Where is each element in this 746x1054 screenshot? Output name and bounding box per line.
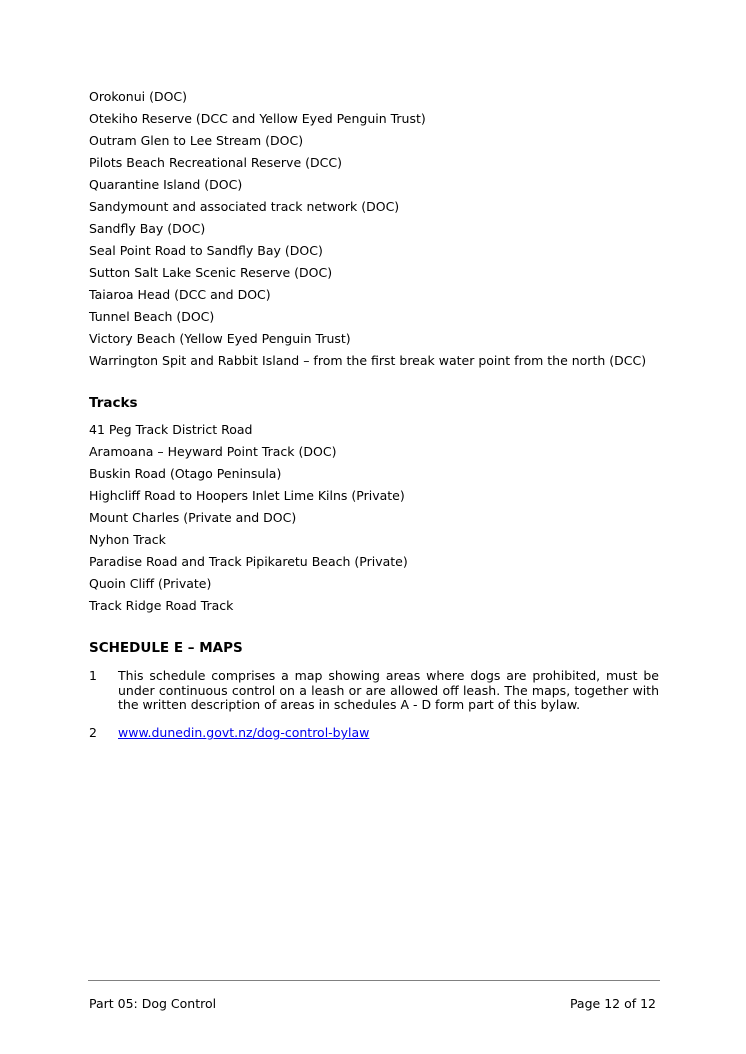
- list-item: Outram Glen to Lee Stream (DOC): [89, 133, 304, 148]
- dog-control-bylaw-link[interactable]: www.dunedin.govt.nz/dog-control-bylaw: [118, 725, 370, 740]
- list-item: Buskin Road (Otago Peninsula): [89, 466, 282, 481]
- list-item: Aramoana – Heyward Point Track (DOC): [89, 444, 337, 459]
- footer-section-title: Part 05: Dog Control: [89, 996, 217, 1011]
- list-item: Nyhon Track: [89, 532, 166, 547]
- list-item: Highcliff Road to Hoopers Inlet Lime Kilns (Private): [89, 488, 405, 503]
- tracks-list: [89, 419, 408, 617]
- clause-text: This schedule comprises a map showing areas where dogs are prohibited, must be under continuous control on a leash or are allowed off leash. The maps, together with the written description of areas in schedules A - D form part of this bylaw.: [118, 668, 659, 712]
- clause-number: 2: [89, 725, 97, 740]
- list-item: Seal Point Road to Sandfly Bay (DOC): [89, 243, 323, 258]
- list-item: Quarantine Island (DOC): [89, 177, 243, 192]
- footer-divider: [88, 980, 660, 981]
- tracks-heading: Tracks: [89, 395, 138, 411]
- schedule-clause: [89, 669, 659, 714]
- list-item: Orokonui (DOC): [89, 89, 188, 104]
- list-item: Paradise Road and Track Pipikaretu Beach (Private): [89, 554, 408, 569]
- area-list: [89, 86, 646, 372]
- list-item: Sandymount and associated track network (DOC): [89, 199, 400, 214]
- clause-number: 1: [89, 668, 97, 683]
- footer-page-number: Page 12 of 12: [569, 996, 656, 1011]
- schedule-e-heading: SCHEDULE E – MAPS: [89, 640, 243, 656]
- list-item: Sandfly Bay (DOC): [89, 221, 206, 236]
- list-item: Sutton Salt Lake Scenic Reserve (DOC): [89, 265, 333, 280]
- list-item: Otekiho Reserve (DCC and Yellow Eyed Penguin Trust): [89, 111, 426, 126]
- list-item: Quoin Cliff (Private): [89, 576, 212, 591]
- list-item: Pilots Beach Recreational Reserve (DCC): [89, 155, 342, 170]
- list-item: Mount Charles (Private and DOC): [89, 510, 297, 525]
- list-item: Taiaroa Head (DCC and DOC): [89, 287, 271, 302]
- list-item: Tunnel Beach (DOC): [89, 309, 215, 324]
- list-item: Warrington Spit and Rabbit Island – from the first break water point from the north (DCC): [89, 353, 647, 368]
- list-item: 41 Peg Track District Road: [89, 422, 253, 437]
- list-item: Victory Beach (Yellow Eyed Penguin Trust): [89, 331, 351, 346]
- schedule-clause: [89, 726, 659, 742]
- list-item: Track Ridge Road Track: [89, 598, 234, 613]
